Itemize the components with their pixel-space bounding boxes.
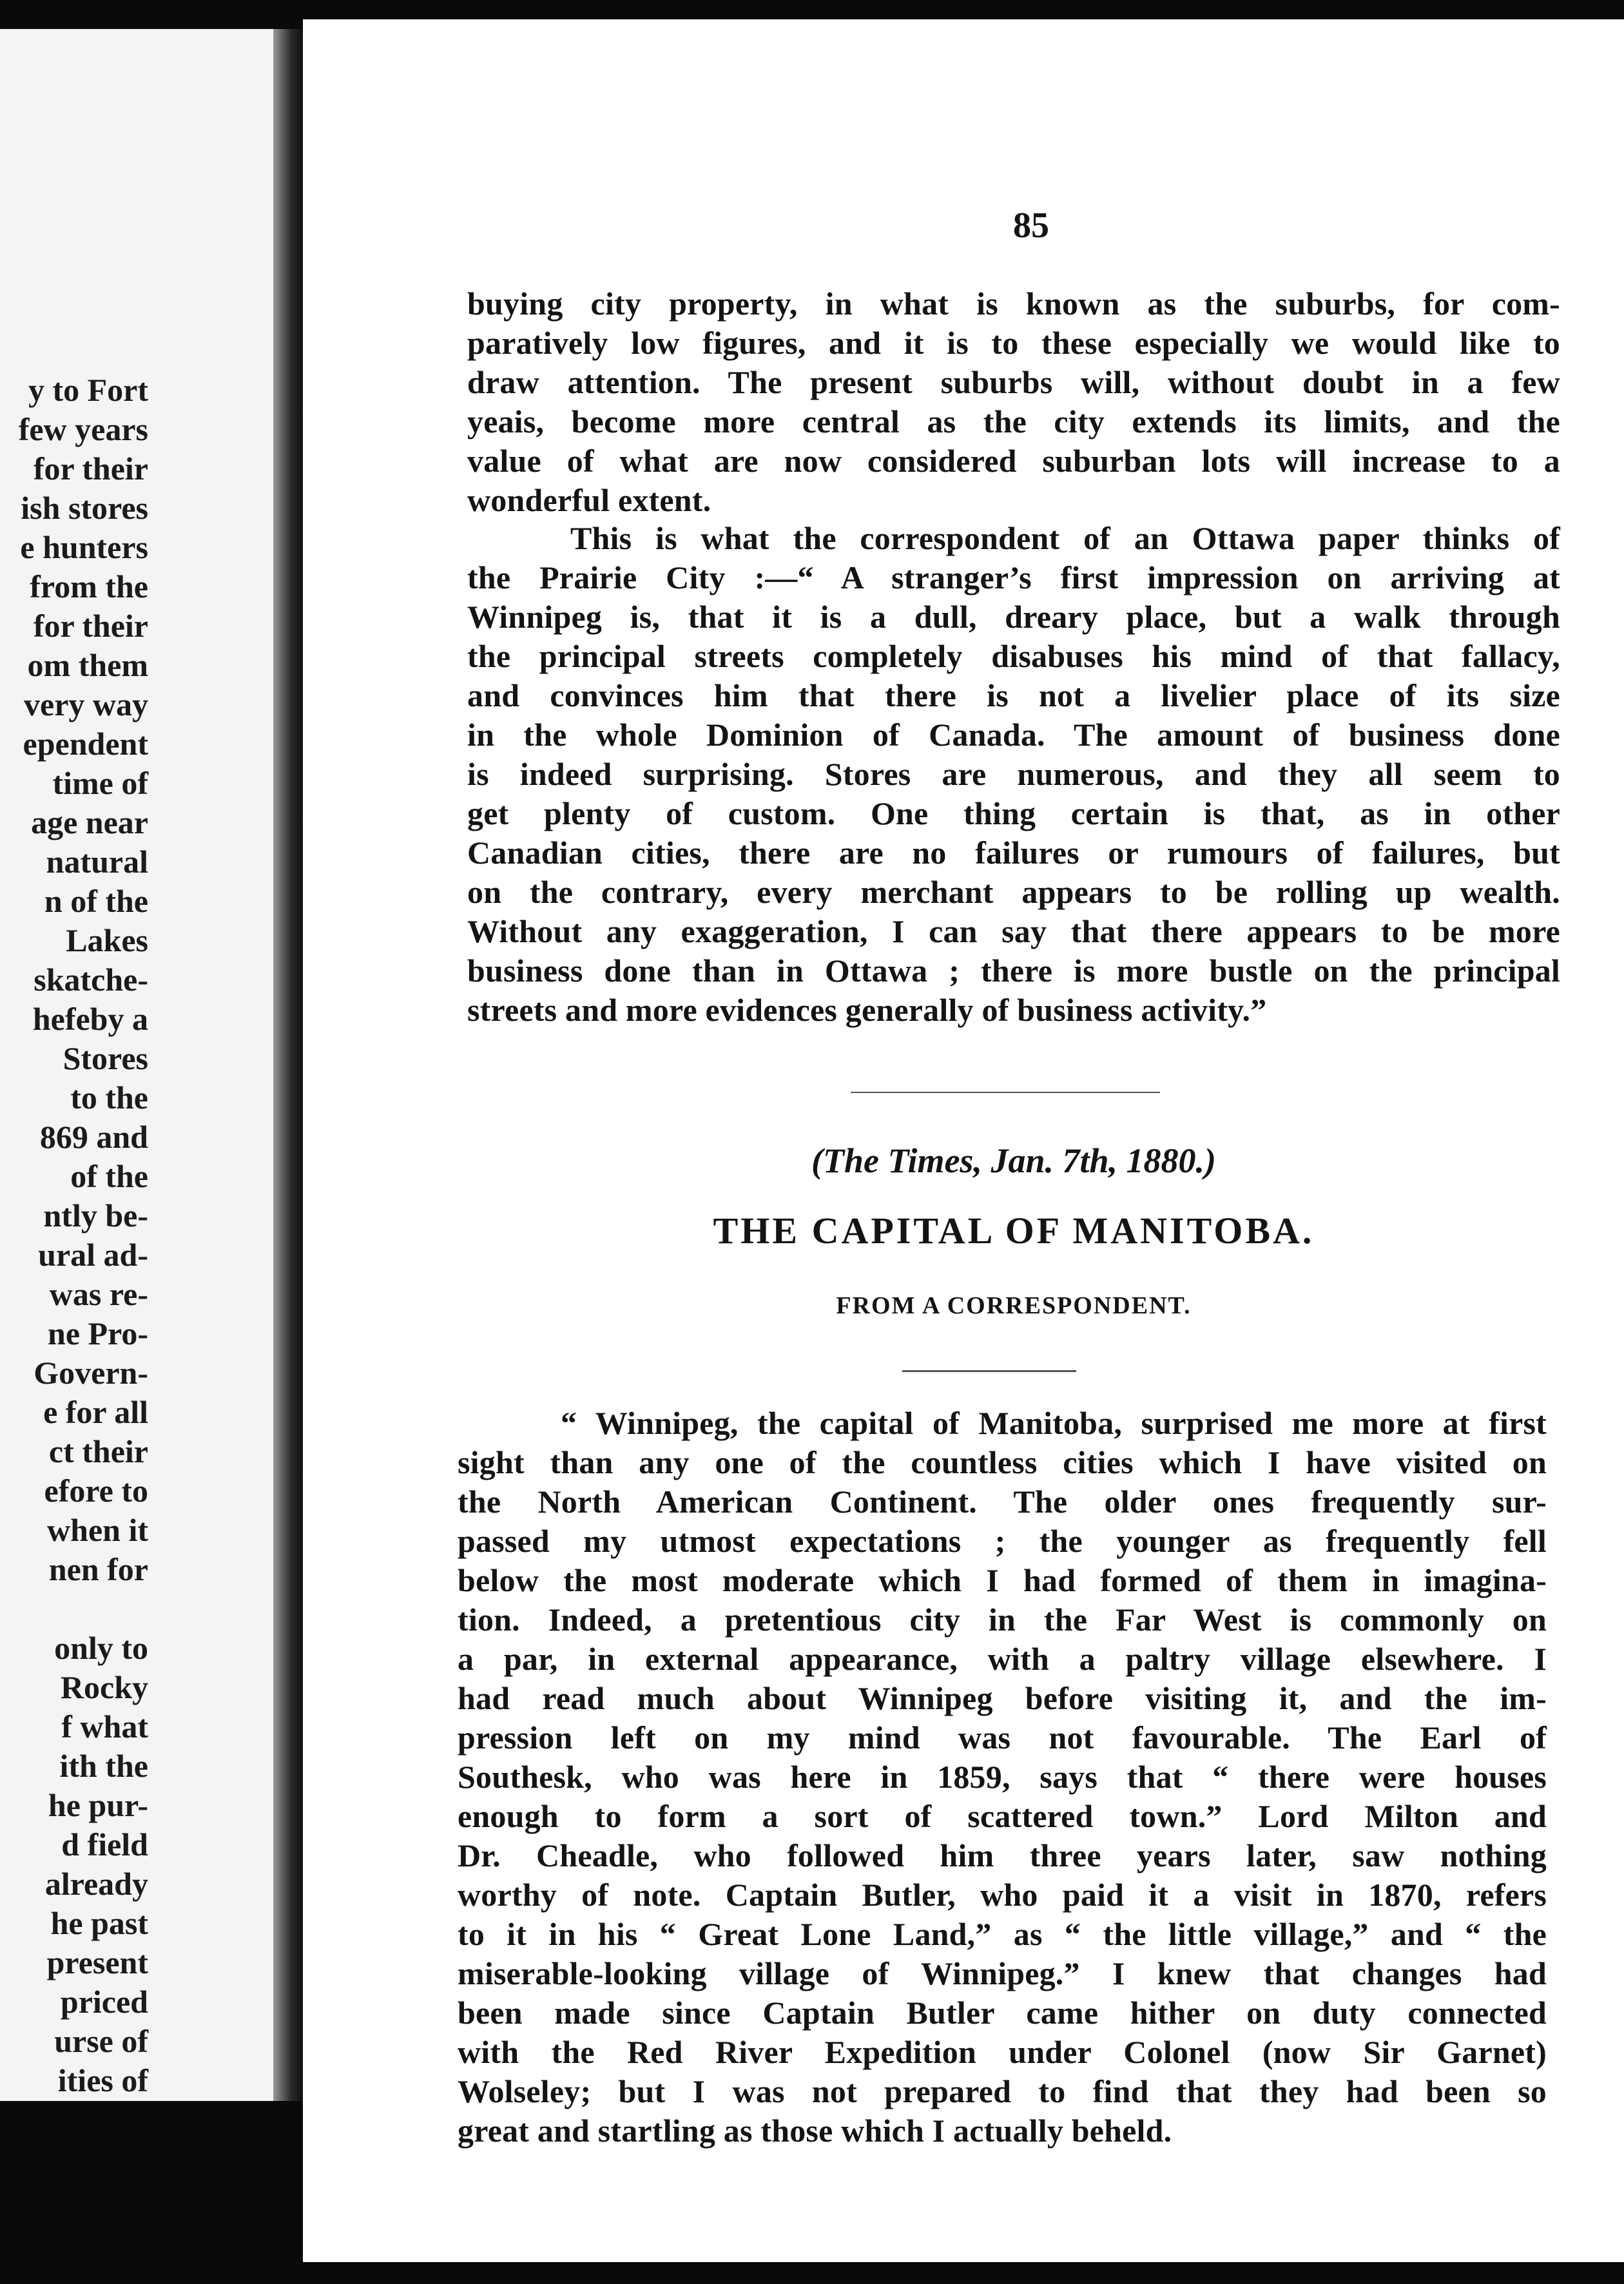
text-line: Dr. Cheadle, who followed him three years later, saw nothing	[458, 1837, 1547, 1873]
text-line: on the contrary, every merchant appears to be rolling up wealth.	[467, 874, 1560, 910]
text-line: wonderful extent.	[467, 482, 711, 518]
source-line: (The Times, Jan. 7th, 1880.)	[811, 1141, 1216, 1180]
left-page-line: Lakes	[66, 922, 148, 958]
left-page-line: ural ad-	[38, 1237, 148, 1273]
left-page-line: Rocky	[60, 1669, 148, 1705]
text-line: Canadian cities, there are no failures or rumours of failures, but	[467, 835, 1560, 871]
left-page-line: skatche-	[34, 962, 148, 998]
left-page-line: ct their	[48, 1433, 148, 1469]
text-line: This is what the correspondent of an Ottawa paper thinks of	[570, 520, 1560, 556]
text-line: draw attention. The present suburbs will, without doubt in a few	[467, 364, 1560, 400]
text-line: the Prairie City :—“ A stranger’s first impression on arriving at	[467, 559, 1560, 595]
section-divider	[851, 1092, 1160, 1093]
text-line: a par, in external appearance, with a paltry village elsewhere. I	[458, 1641, 1547, 1677]
article-subtitle: FROM A CORRESPONDENT.	[836, 1292, 1192, 1319]
text-line: paratively low figures, and it is to these especially we would like to	[467, 325, 1560, 361]
text-line: passed my utmost expectations ; the younger as frequently fell	[458, 1523, 1547, 1559]
text-line: enough to form a sort of scattered town.” Lord Milton and	[458, 1798, 1547, 1834]
text-line: sight than any one of the countless cities which I have visited on	[458, 1444, 1547, 1480]
text-line: to it in his “ Great Lone Land,” as “ the little village,” and “ the	[458, 1916, 1547, 1952]
left-page-line: nen for	[48, 1551, 148, 1587]
paragraph-ottawa-correspondent	[467, 519, 1560, 1030]
left-page-line	[0, 1589, 148, 1629]
page-number: 85	[1013, 206, 1049, 246]
left-page-line: when it	[47, 1512, 148, 1548]
text-line: great and startling as those which I actually beheld.	[458, 2113, 1172, 2149]
article-title: THE CAPITAL OF MANITOBA.	[713, 1210, 1315, 1252]
text-line: yeais, become more central as the city extends its limits, and the	[467, 403, 1560, 440]
left-page-line: to the	[70, 1079, 148, 1116]
left-page-line: Stores	[63, 1040, 148, 1076]
left-page-line: f what	[61, 1708, 148, 1745]
text-line: is indeed surprising. Stores are numerous, and they all seem to	[467, 756, 1560, 792]
left-page-line: of the	[70, 1158, 148, 1194]
left-page-line: time of	[52, 765, 148, 801]
text-line: been made since Captain Butler came hither on duty connected	[458, 1995, 1547, 2031]
left-page-line: very way	[24, 686, 148, 722]
text-line: Southesk, who was here in 1859, says that “ there were houses	[458, 1759, 1547, 1795]
text-line: “ Winnipeg, the capital of Manitoba, surprised me more at first	[561, 1405, 1547, 1441]
left-page-line: ne Pro-	[48, 1315, 148, 1351]
text-line: pression left on my mind was not favourable. The Earl of	[458, 1719, 1547, 1756]
text-line: miserable-looking village of Winnipeg.” I knew that changes had	[458, 1955, 1547, 1991]
text-line: buying city property, in what is known as the suburbs, for com-	[467, 286, 1560, 322]
left-page-line: only to	[54, 1630, 148, 1666]
left-page-line: urse of	[54, 2023, 148, 2059]
text-line: with the Red River Expedition under Colonel (now Sir Garnet)	[458, 2034, 1547, 2070]
left-page-line: from the	[30, 568, 148, 605]
left-page-line: for their	[33, 608, 148, 644]
text-line: the principal streets completely disabuses his mind of that fallacy,	[467, 638, 1560, 674]
text-line: tion. Indeed, a pretentious city in the Far West is commonly on	[458, 1602, 1547, 1638]
book-gutter	[273, 29, 303, 2101]
text-line: streets and more evidences generally of business activity.”	[467, 992, 1267, 1028]
left-page-line: om them	[27, 647, 148, 683]
left-page-line: was re-	[49, 1276, 148, 1312]
left-page-edge	[0, 29, 303, 2101]
left-page-line: d field	[61, 1826, 148, 1863]
left-page-line: for their	[33, 450, 148, 487]
text-line: had read much about Winnipeg before visiting it, and the im-	[458, 1680, 1547, 1716]
text-line: Wolseley; but I was not prepared to find that they had been so	[458, 2073, 1547, 2109]
left-page-text	[0, 371, 148, 2100]
left-page-line: e for all	[43, 1394, 148, 1430]
paragraph-winnipeg	[458, 1404, 1547, 2151]
left-page-line: ities of	[57, 2062, 148, 2098]
text-line: business done than in Ottawa ; there is more bustle on the principal	[467, 953, 1560, 989]
text-line: Without any exaggeration, I can say that there appears to be more	[467, 913, 1560, 949]
text-line: and convinces him that there is not a livelier place of its size	[467, 677, 1560, 713]
text-line: in the whole Dominion of Canada. The amount of business done	[467, 717, 1560, 753]
left-page-line: present	[46, 1944, 148, 1980]
left-page-line: 869 and	[39, 1119, 148, 1155]
left-page-line: he pur-	[48, 1787, 148, 1823]
left-page-line: few years	[18, 411, 148, 447]
left-page-line: efore to	[44, 1473, 148, 1509]
left-page-line: he past	[50, 1905, 148, 1941]
left-page-line: priced	[60, 1984, 148, 2020]
left-page-line: n of the	[44, 883, 148, 919]
text-line: the North American Continent. The older ones frequently sur-	[458, 1484, 1547, 1520]
left-page-line: already	[44, 1866, 148, 1902]
text-line: get plenty of custom. One thing certain is that, as in other	[467, 795, 1560, 831]
left-page-line: age near	[31, 804, 148, 840]
text-line: value of what are now considered suburban lots will increase to a	[467, 443, 1560, 479]
left-page-line: hefeby a	[32, 1001, 148, 1037]
paragraph-suburbs	[467, 284, 1560, 520]
left-page-line: ish stores	[21, 490, 148, 526]
left-page-line: ependent	[23, 726, 148, 762]
left-page-line: e hunters	[20, 529, 148, 565]
left-page-line: y to Fort	[28, 372, 148, 408]
text-line: worthy of note. Captain Butler, who paid it a visit in 1870, refers	[458, 1877, 1547, 1913]
left-page-line: ntly be-	[43, 1197, 148, 1234]
left-page-line: Govern-	[34, 1355, 148, 1391]
left-page-line: ith the	[59, 1748, 148, 1784]
text-line: Winnipeg is, that it is a dull, dreary place, but a walk through	[467, 599, 1560, 635]
subtitle-divider	[902, 1370, 1076, 1372]
left-page-line: natural	[46, 844, 148, 880]
text-line: below the most moderate which I had formed of them in imagina-	[458, 1562, 1547, 1598]
